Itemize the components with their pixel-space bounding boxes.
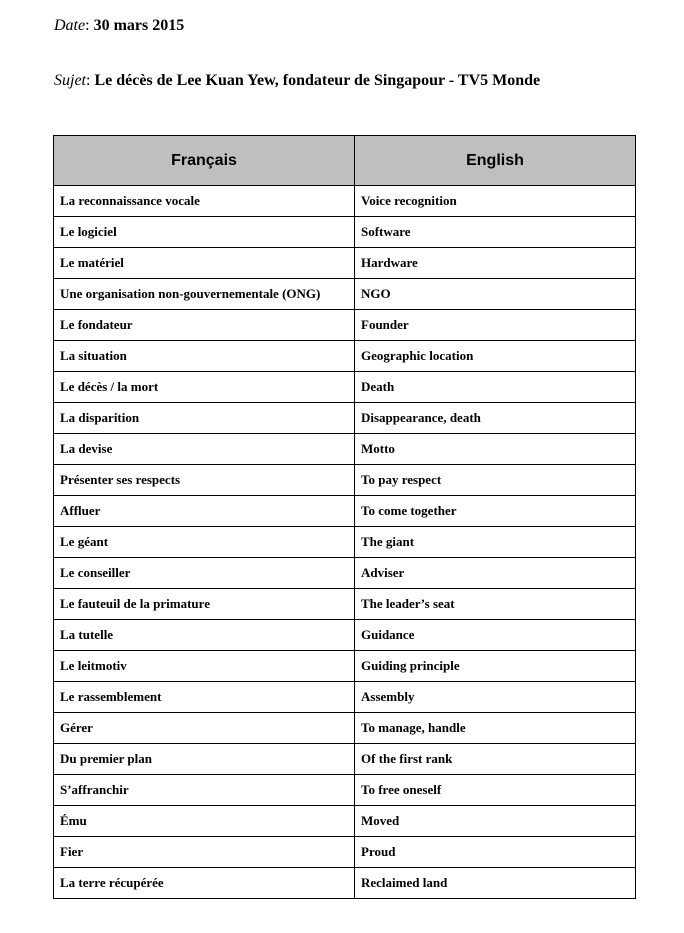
french-term-cell: La situation (54, 341, 355, 372)
english-term-cell: Assembly (355, 682, 636, 713)
date-value: 30 mars 2015 (93, 17, 185, 34)
french-term-cell: Affluer (54, 496, 355, 527)
table-row (54, 217, 636, 248)
french-term-cell: Gérer (54, 713, 355, 744)
table-row (54, 837, 636, 868)
table-row (54, 186, 636, 217)
subject-separator: : (86, 72, 95, 89)
column-header-french: Français (54, 136, 355, 186)
table-row (54, 713, 636, 744)
english-term-cell: To come together (355, 496, 636, 527)
french-term-cell: Le leitmotiv (54, 651, 355, 682)
french-term-cell: Le fauteuil de la primature (54, 589, 355, 620)
english-term-cell: Guidance (355, 620, 636, 651)
table-row (54, 341, 636, 372)
french-term-cell: La reconnaissance vocale (54, 186, 355, 217)
english-term-cell: The leader’s seat (355, 589, 636, 620)
english-term-cell: Death (355, 372, 636, 403)
french-term-cell: Le fondateur (54, 310, 355, 341)
table-row (54, 868, 636, 899)
table-row (54, 372, 636, 403)
table-row (54, 806, 636, 837)
table-row (54, 651, 636, 682)
table-row (54, 248, 636, 279)
english-term-cell: Adviser (355, 558, 636, 589)
table-row (54, 775, 636, 806)
table-row (54, 310, 636, 341)
english-term-cell: Motto (355, 434, 636, 465)
french-term-cell: Le conseiller (54, 558, 355, 589)
french-term-cell: La devise (54, 434, 355, 465)
date-separator: : (85, 17, 94, 34)
english-term-cell: Geographic location (355, 341, 636, 372)
column-header-english: English (355, 136, 636, 186)
table-row (54, 465, 636, 496)
french-term-cell: Le logiciel (54, 217, 355, 248)
english-term-cell: To manage, handle (355, 713, 636, 744)
french-term-cell: Le géant (54, 527, 355, 558)
french-term-cell: Du premier plan (54, 744, 355, 775)
table-row (54, 279, 636, 310)
french-term-cell: Une organisation non-gouvernementale (ONG) (54, 279, 355, 310)
english-term-cell: Reclaimed land (355, 868, 636, 899)
table-row (54, 620, 636, 651)
french-term-cell: La tutelle (54, 620, 355, 651)
english-term-cell: Software (355, 217, 636, 248)
subject-value: Le décès de Lee Kuan Yew, fondateur de Singapour - TV5 Monde (94, 72, 541, 89)
english-term-cell: Voice recognition (355, 186, 636, 217)
english-term-cell: NGO (355, 279, 636, 310)
table-row (54, 589, 636, 620)
date-line (54, 16, 184, 36)
table-row (54, 403, 636, 434)
vocabulary-table (53, 135, 636, 899)
english-term-cell: Moved (355, 806, 636, 837)
date-label: Date (54, 17, 86, 34)
table-row (54, 496, 636, 527)
french-term-cell: Le rassemblement (54, 682, 355, 713)
french-term-cell: Présenter ses respects (54, 465, 355, 496)
french-term-cell: S’affranchir (54, 775, 355, 806)
table-header-row (54, 136, 636, 186)
french-term-cell: La disparition (54, 403, 355, 434)
english-term-cell: Disappearance, death (355, 403, 636, 434)
english-term-cell: The giant (355, 527, 636, 558)
english-term-cell: Guiding principle (355, 651, 636, 682)
french-term-cell: Le matériel (54, 248, 355, 279)
table-row (54, 434, 636, 465)
french-term-cell: Fier (54, 837, 355, 868)
table-row (54, 558, 636, 589)
french-term-cell: Ému (54, 806, 355, 837)
english-term-cell: Founder (355, 310, 636, 341)
subject-line (54, 71, 540, 91)
english-term-cell: To pay respect (355, 465, 636, 496)
table-row (54, 744, 636, 775)
vocabulary-table-body (54, 186, 636, 899)
subject-label: Sujet (54, 72, 86, 89)
table-row (54, 682, 636, 713)
french-term-cell: Le décès / la mort (54, 372, 355, 403)
table-row (54, 527, 636, 558)
english-term-cell: Of the first rank (355, 744, 636, 775)
english-term-cell: Hardware (355, 248, 636, 279)
english-term-cell: Proud (355, 837, 636, 868)
english-term-cell: To free oneself (355, 775, 636, 806)
french-term-cell: La terre récupérée (54, 868, 355, 899)
